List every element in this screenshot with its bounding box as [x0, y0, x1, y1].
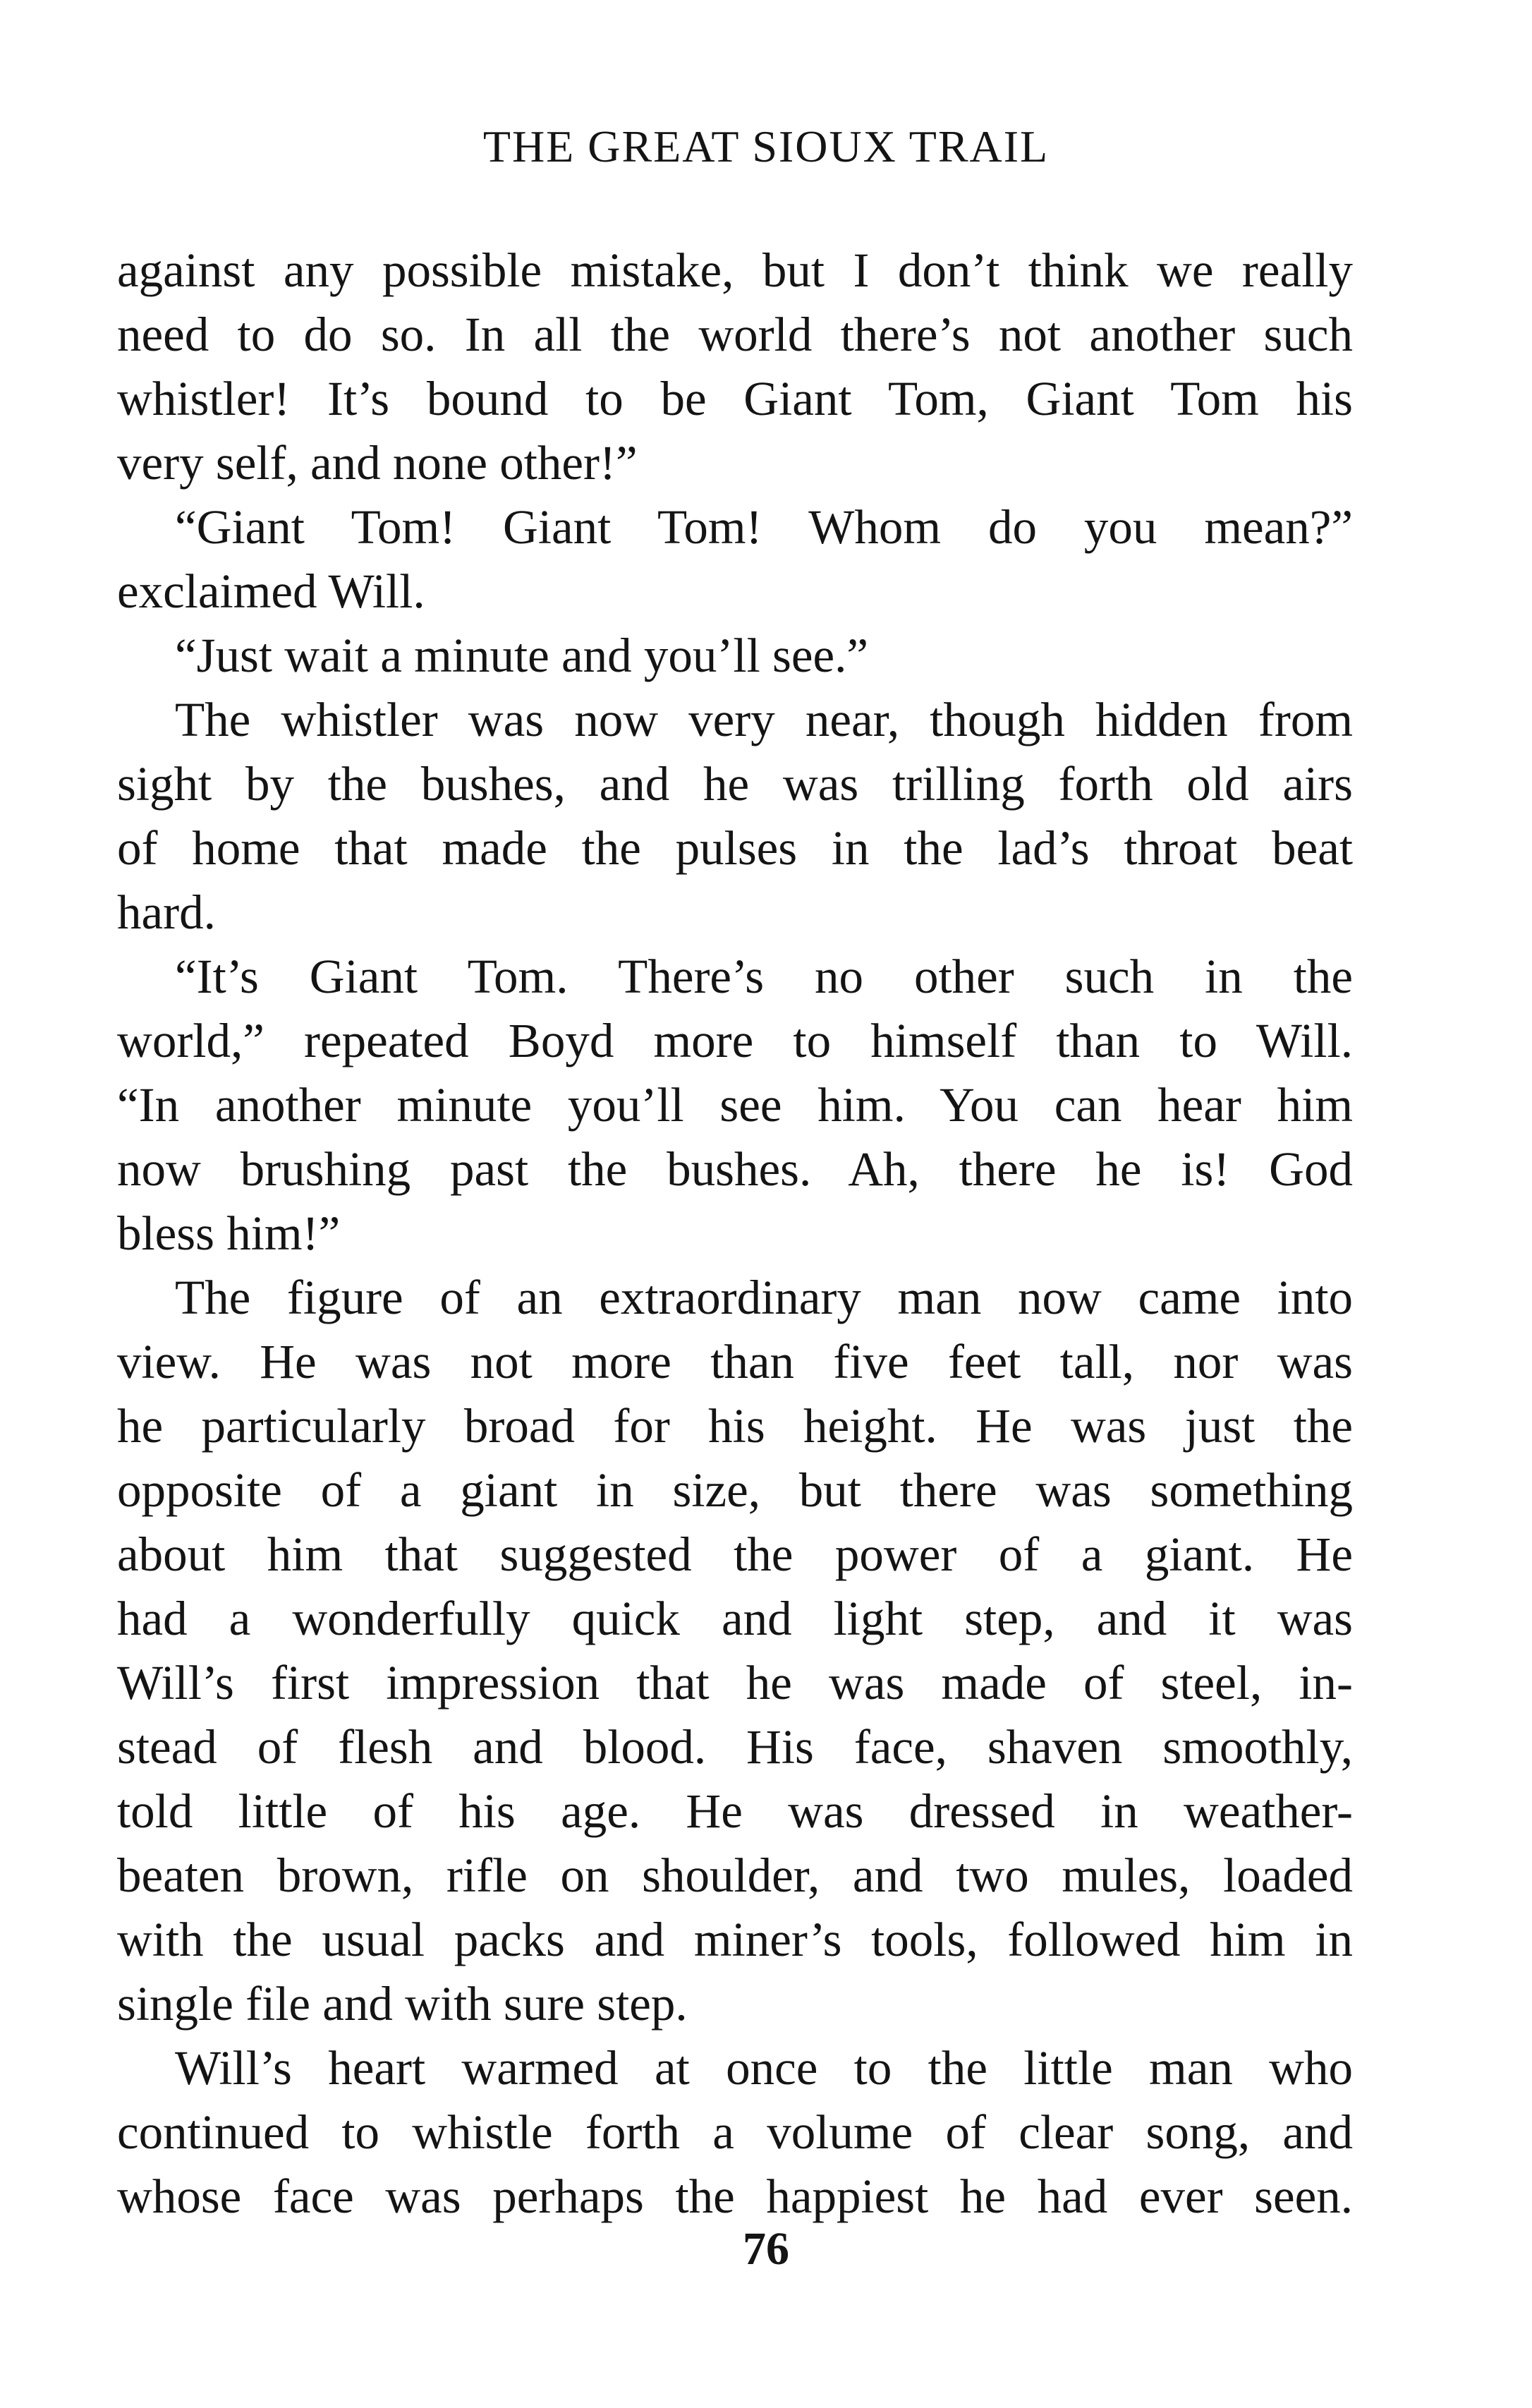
- text-line: opposite of a giant in size, but there was something: [117, 1463, 1353, 1517]
- text-line: of home that made the pulses in the lad’s throat beat: [117, 821, 1353, 875]
- text-line: he particularly broad for his height. He was just the: [117, 1399, 1353, 1453]
- text-line: sight by the bushes, and he was trilling forth old airs: [117, 757, 1353, 811]
- text-line: bless him!”: [117, 1206, 341, 1260]
- text-line: The figure of an extraordinary man now came into: [175, 1271, 1353, 1324]
- running-title: THE GREAT SIOUX TRAIL: [482, 121, 1050, 171]
- text-line: beaten brown, rifle on shoulder, and two mules, loaded: [117, 1849, 1353, 1902]
- page-number: 76: [743, 2223, 789, 2275]
- text-line: hard.: [117, 885, 216, 939]
- text-line: single file and with sure step.: [117, 1977, 688, 2031]
- text-line: “Giant Tom! Giant Tom! Whom do you mean?”: [175, 500, 1353, 554]
- text-line: need to do so. In all the world there’s not another such: [117, 308, 1353, 361]
- text-line: had a wonderfully quick and light step, and it was: [117, 1592, 1353, 1645]
- text-line: against any possible mistake, but I don’t think we really: [117, 243, 1353, 297]
- text-line: whistler! It’s bound to be Giant Tom, Giant Tom his: [117, 372, 1353, 425]
- text-line: “In another minute you’ll see him. You can hear him: [117, 1078, 1353, 1132]
- text-line: now brushing past the bushes. Ah, there he is! God: [117, 1142, 1353, 1196]
- text-line: Will’s first impression that he was made of steel, in-: [117, 1656, 1353, 1710]
- text-line: with the usual packs and miner’s tools, followed him in: [117, 1913, 1353, 1966]
- text-line: “It’s Giant Tom. There’s no other such in the: [175, 950, 1353, 1003]
- text-line: Will’s heart warmed at once to the little man who: [175, 2041, 1353, 2095]
- text-line: about him that suggested the power of a giant. He: [117, 1527, 1353, 1581]
- body-text: [117, 238, 1353, 2229]
- text-line: whose face was perhaps the happiest he had ever seen.: [117, 2170, 1353, 2223]
- text-line: told little of his age. He was dressed in weather-: [117, 1784, 1353, 1838]
- text-line: continued to whistle forth a volume of clear song, and: [117, 2105, 1353, 2159]
- text-line: stead of flesh and blood. His face, shaven smoothly,: [117, 1720, 1353, 1774]
- text-line: view. He was not more than five feet tall, nor was: [117, 1335, 1353, 1388]
- text-line: very self, and none other!”: [117, 436, 638, 490]
- text-line: The whistler was now very near, though hidden from: [175, 693, 1353, 746]
- text-line: world,” repeated Boyd more to himself than to Will.: [117, 1014, 1353, 1067]
- text-line: exclaimed Will.: [117, 564, 425, 618]
- text-line: “Just wait a minute and you’ll see.”: [175, 629, 868, 682]
